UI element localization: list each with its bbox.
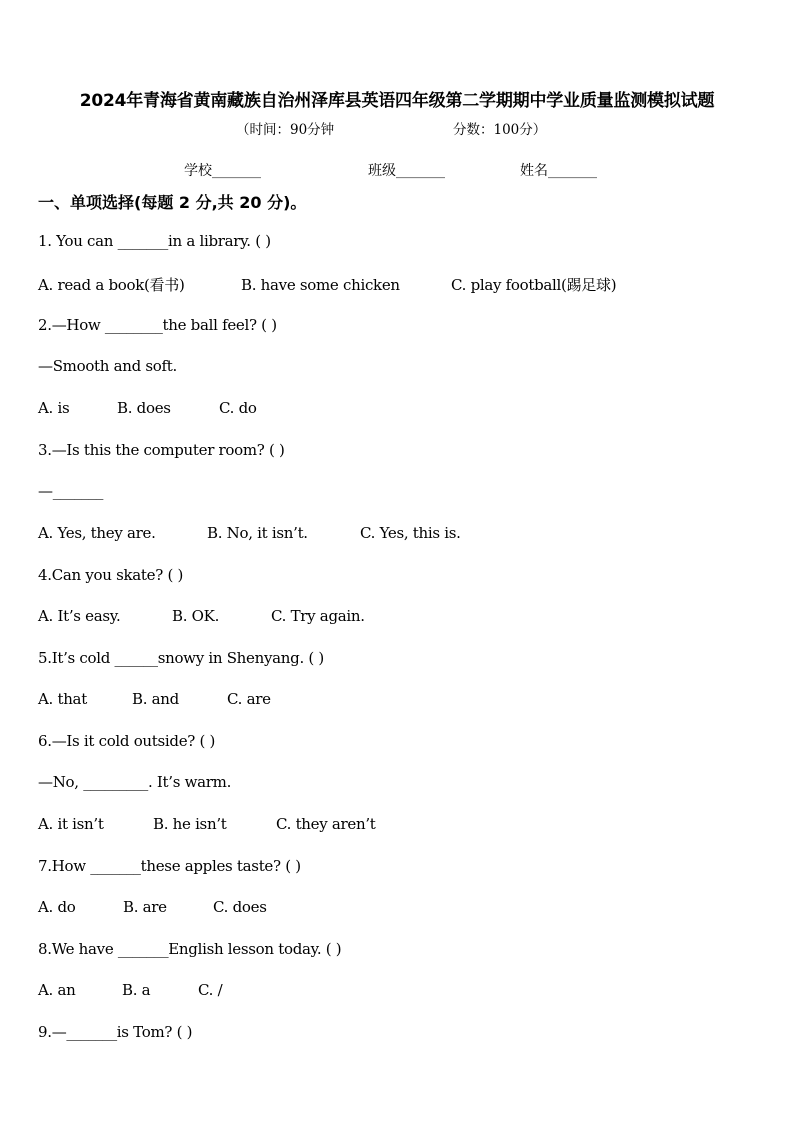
question-3-stem: 3.—Is this the computer room? ( ) xyxy=(38,441,285,459)
question-6-option-c: C. they aren’t xyxy=(276,815,376,833)
question-2-option-b: B. does xyxy=(117,399,171,417)
question-5-option-c: C. are xyxy=(227,690,271,708)
question-8-option-c: C. / xyxy=(198,981,223,999)
question-7-stem: 7.How _______these apples taste? ( ) xyxy=(38,857,301,875)
question-5-stem: 5.It’s cold ______snowy in Shenyang. ( ) xyxy=(38,649,324,667)
question-6-options xyxy=(38,815,376,833)
school-field: 学校_______ xyxy=(184,163,261,179)
question-1-options xyxy=(38,274,616,295)
question-4-stem: 4.Can you skate? ( ) xyxy=(38,566,184,584)
question-3-options xyxy=(38,524,461,542)
name-field: 姓名_______ xyxy=(520,163,597,179)
question-2-options xyxy=(38,399,257,417)
exam-score: 分数：100分） xyxy=(453,122,547,138)
question-2-option-a: A. is xyxy=(38,399,70,417)
question-6-option-a: A. it isn’t xyxy=(38,815,104,833)
question-2-stem: 2.—How ________the ball feel? ( ) xyxy=(38,316,277,334)
question-4-option-b: B. OK. xyxy=(172,607,220,625)
question-3-option-b: B. No, it isn’t. xyxy=(207,524,308,542)
question-8-option-b: B. a xyxy=(122,981,151,999)
section-heading: 一、单项选择(每题 2 分,共 20 分)。 xyxy=(38,193,307,212)
question-1-option-a: A. read a book(看书) xyxy=(38,276,185,294)
question-9-stem: 9.—_______is Tom? ( ) xyxy=(38,1023,193,1041)
question-6-reply: —No, _________. It’s warm. xyxy=(38,773,232,791)
class-field: 班级_______ xyxy=(368,163,445,179)
question-6-option-b: B. he isn’t xyxy=(153,815,227,833)
question-3-option-c: C. Yes, this is. xyxy=(360,524,461,542)
question-7-option-a: A. do xyxy=(38,898,76,916)
question-3-option-a: A. Yes, they are. xyxy=(38,524,156,542)
question-3-reply: —_______ xyxy=(38,482,104,500)
question-1-stem: 1. You can _______in a library. ( ) xyxy=(38,232,271,250)
question-7-options xyxy=(38,898,267,916)
question-5-option-a: A. that xyxy=(38,690,87,708)
question-5-options xyxy=(38,690,271,708)
question-7-option-b: B. are xyxy=(123,898,167,916)
question-4-option-a: A. It’s easy. xyxy=(38,607,121,625)
question-1-option-b: B. have some chicken xyxy=(241,276,400,294)
question-8-stem: 8.We have _______English lesson today. ( ) xyxy=(38,940,342,958)
exam-title: 2024年青海省黄南藏族自治州泽库县英语四年级第二学期期中学业质量监测模拟试题 xyxy=(79,91,715,111)
question-4-options xyxy=(38,607,365,625)
question-7-option-c: C. does xyxy=(213,898,267,916)
exam-time: （时间：90分钟 xyxy=(236,122,335,138)
question-4-option-c: C. Try again. xyxy=(271,607,365,625)
question-6-stem: 6.—Is it cold outside? ( ) xyxy=(38,732,216,750)
question-8-option-a: A. an xyxy=(38,981,76,999)
question-2-reply: —Smooth and soft. xyxy=(38,357,177,375)
question-1-option-c: C. play football(踢足球) xyxy=(451,276,617,294)
question-2-option-c: C. do xyxy=(219,399,257,417)
question-5-option-b: B. and xyxy=(132,690,179,708)
question-8-options xyxy=(38,981,222,999)
